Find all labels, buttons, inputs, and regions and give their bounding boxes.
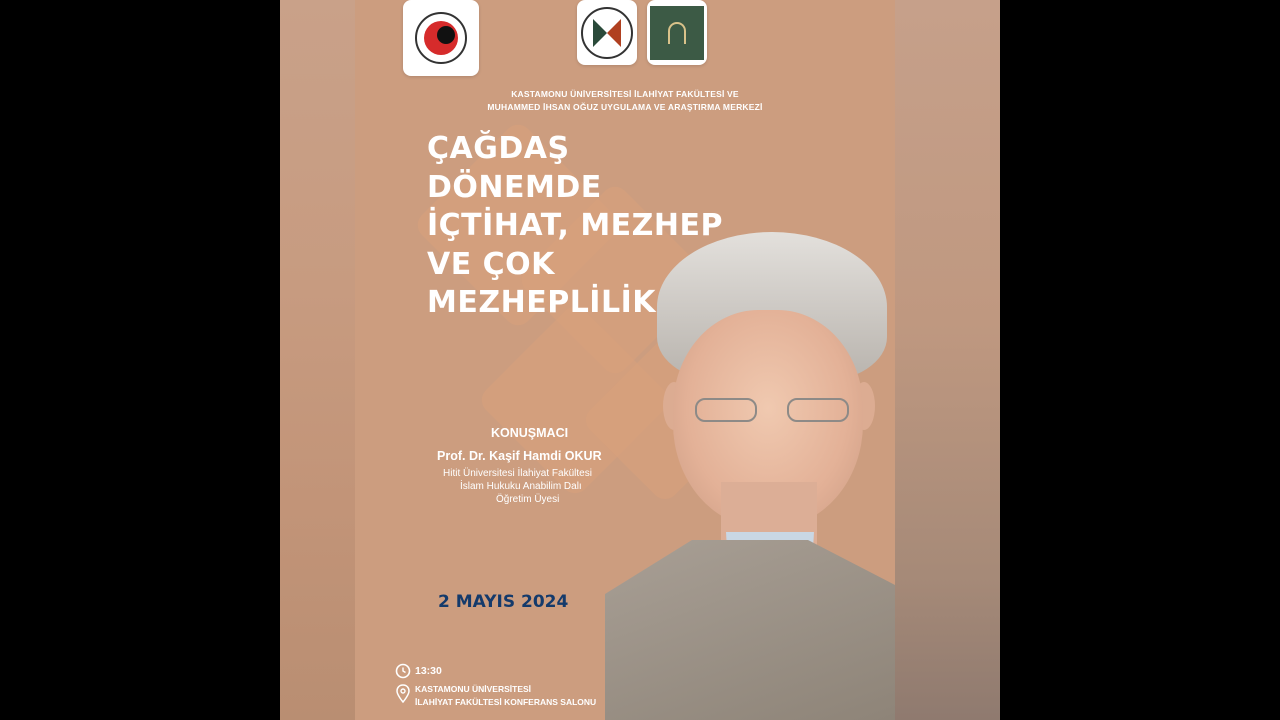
- title-line: DÖNEMDE: [427, 169, 602, 205]
- speaker-affiliation-3: Öğretim Üyesi: [496, 494, 560, 505]
- venue-line-2: İLAHİYAT FAKÜLTESİ KONFERANS SALONU: [415, 697, 597, 707]
- event-time: 13:30: [415, 665, 442, 677]
- speaker-glasses: [695, 398, 855, 426]
- event-date: 2 MAYIS 2024: [438, 592, 569, 612]
- event-poster: [355, 0, 895, 720]
- faculty-emblem-icon: [650, 6, 704, 60]
- speaker-heading: KONUŞMACI: [491, 426, 569, 440]
- speaker-affiliation-2: İslam Hukuku Anabilim Dalı: [460, 481, 582, 492]
- speaker-jacket: [605, 540, 895, 720]
- title-line: VE ÇOK: [427, 246, 555, 282]
- clock-icon: [395, 663, 411, 679]
- university-seal-icon: [415, 12, 467, 64]
- speaker-affiliation-1: Hitit Üniversitesi İlahiyat Fakültesi: [443, 468, 592, 479]
- title-line: İÇTİHAT, MEZHEP: [427, 208, 724, 243]
- research-center-logo: [577, 0, 637, 65]
- kastamonu-university-logo: [403, 0, 479, 76]
- theology-faculty-logo: [647, 0, 707, 65]
- location-pin-icon: [395, 684, 411, 704]
- research-center-seal-icon: [581, 7, 633, 59]
- speaker-name: Prof. Dr. Kaşif Hamdi OKUR: [437, 449, 602, 463]
- venue-line-1: KASTAMONU ÜNİVERSİTESİ: [415, 684, 532, 694]
- organizer-line-2: MUHAMMED İHSAN OĞUZ UYGULAMA VE ARAŞTIRMA MERKEZİ: [487, 102, 763, 112]
- title-line: ÇAĞDAŞ: [427, 131, 570, 166]
- right-blurred-border: [890, 0, 1000, 720]
- title-line: MEZHEPLİLİK: [427, 285, 656, 320]
- organizer-line-1: KASTAMONU ÜNİVERSİTESİ İLAHİYAT FAKÜLTESİ VE: [511, 89, 739, 99]
